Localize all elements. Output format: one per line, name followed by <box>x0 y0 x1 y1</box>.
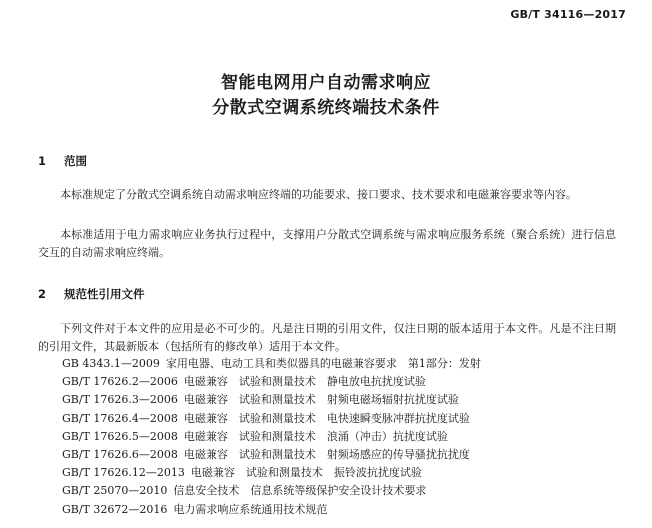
section-2-title: 规范性引用文件 <box>64 287 145 301</box>
reference-title: 信息安全技术 信息系统等级保护安全设计技术要求 <box>173 484 427 498</box>
reference-item <box>62 373 481 391</box>
reference-item <box>62 501 481 519</box>
reference-title: 电磁兼容 试验和测量技术 振铃波抗扰度试验 <box>190 466 422 480</box>
section-2-number: 2 <box>38 287 47 301</box>
reference-code: GB/T 17626.2—2006 <box>62 375 178 389</box>
reference-title: 电磁兼容 试验和测量技术 电快速瞬变脉冲群抗扰度试验 <box>183 411 470 425</box>
reference-code: GB/T 17626.4—2008 <box>62 411 178 425</box>
reference-title: 电磁兼容 试验和测量技术 射频场感应的传导骚扰抗扰度 <box>183 448 470 462</box>
reference-title: 家用电器、电动工具和类似器具的电磁兼容要求 第1部分：发射 <box>165 357 481 370</box>
section-2-heading <box>38 286 145 302</box>
section-1-number: 1 <box>38 154 47 168</box>
reference-item <box>62 446 481 464</box>
reference-item <box>62 391 481 409</box>
document-title-line-1: 智能电网用户自动需求响应 <box>221 73 431 93</box>
reference-item <box>62 482 481 500</box>
document-title-line-2: 分散式空调系统终端技术条件 <box>212 98 440 118</box>
reference-item <box>62 410 481 428</box>
reference-code: GB/T 25070—2010 <box>62 484 168 498</box>
reference-item <box>62 428 481 446</box>
section-1-heading <box>38 153 87 169</box>
reference-list <box>62 355 481 519</box>
scope-paragraph-2: 本标准适用于电力需求响应业务执行过程中，支撑用户分散式空调系统与需求响应服务系统（聚合系统）进行信息交互的自动需求响应终端。 <box>38 228 616 259</box>
reference-title: 电磁兼容 试验和测量技术 射频电磁场辐射抗扰度试验 <box>183 393 459 407</box>
normative-references-intro: 下列文件对于本文件的应用是必不可少的。凡是注日期的引用文件，仅注日期的版本适用于本文件。凡是不注日期的引用文件，其最新版本（包括所有的修改单）适用于本文件。 <box>38 322 616 353</box>
scope-paragraph-1: 本标准规定了分散式空调系统自动需求响应终端的功能要求、接口要求、技术要求和电磁兼容要求等内容。 <box>60 188 577 201</box>
reference-code: GB/T 32672—2016 <box>62 502 168 516</box>
reference-item <box>62 355 481 373</box>
reference-title: 电磁兼容 试验和测量技术 静电放电抗扰度试验 <box>183 375 426 389</box>
reference-title: 电磁兼容 试验和测量技术 浪涌（冲击）抗扰度试验 <box>183 429 448 443</box>
reference-code: GB/T 17626.12—2013 <box>62 466 185 480</box>
section-1-title: 范围 <box>64 154 87 168</box>
standard-code: GB/T 34116—2017 <box>510 8 626 21</box>
reference-code: GB 4343.1—2009 <box>62 357 160 370</box>
reference-code: GB/T 17626.3—2006 <box>62 393 178 407</box>
reference-item <box>62 464 481 482</box>
reference-code: GB/T 17626.5—2008 <box>62 429 178 443</box>
reference-title: 电力需求响应系统通用技术规范 <box>173 502 328 516</box>
reference-code: GB/T 17626.6—2008 <box>62 448 178 462</box>
